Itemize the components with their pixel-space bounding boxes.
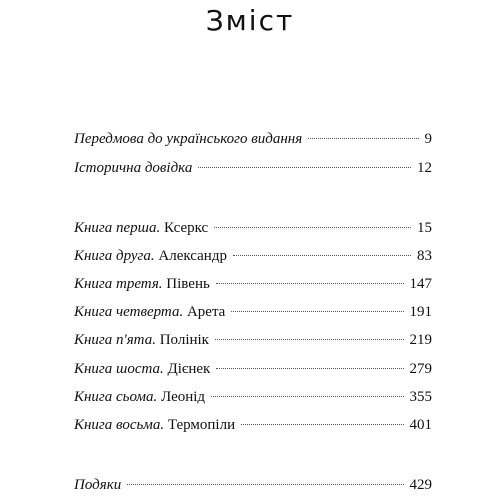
toc-page-number: 219 [409,332,432,348]
dot-leader [215,339,404,340]
toc-entry-label: Книга сьома. Леонід [74,389,206,405]
toc-page-number: 429 [409,477,432,493]
toc-entry-label: Подяки [74,477,122,493]
toc-entry-label: Книга п'ята. Полінік [74,332,209,348]
toc-entry-preface [74,129,432,149]
toc-entry-book-5 [74,330,432,350]
toc-page-number: 15 [417,220,432,236]
dot-leader [198,167,411,168]
toc-page-number: 191 [409,304,432,320]
toc-entry-label: Історична довідка [74,160,193,176]
dot-leader [241,424,403,425]
toc-entry-label: Передмова до українського видання [74,131,303,147]
toc-entry-historical-note [74,158,432,178]
dot-leader [211,396,403,397]
toc-entry-book-1 [74,218,432,238]
toc-entry-book-3 [74,274,432,294]
dot-leader [233,255,411,256]
dot-leader [231,311,403,312]
toc-page-number: 147 [409,276,432,292]
dot-leader [308,138,418,139]
toc-entry-label: Книга четверта. Арета [74,304,226,320]
toc-page-number: 83 [417,248,432,264]
dot-leader [216,283,404,284]
toc-entry-label: Книга друга. Александр [74,248,227,264]
toc-entry-label: Книга третя. Півень [74,276,210,292]
toc-entry-book-2 [74,246,432,266]
page-title: Зміст [205,4,295,37]
toc-entry-book-6 [74,359,432,379]
dot-leader [127,484,403,485]
dot-leader [216,368,403,369]
toc-entry-label: Книга восьма. Термопіли [74,417,236,433]
dot-leader [214,227,411,228]
toc-entry-book-7 [74,387,432,407]
toc-page-number: 9 [424,131,432,147]
toc-page-number: 355 [409,389,432,405]
toc-entry-acknowledgements [74,475,432,495]
toc-entry-book-4 [74,302,432,322]
toc-entry-label: Книга перша. Ксеркс [74,220,209,236]
toc-page-number: 12 [417,160,432,176]
toc-entry-label: Книга шоста. Дієнек [74,361,211,377]
toc-page-number: 279 [409,361,432,377]
toc-entry-book-8 [74,415,432,435]
toc-page-number: 401 [409,417,432,433]
